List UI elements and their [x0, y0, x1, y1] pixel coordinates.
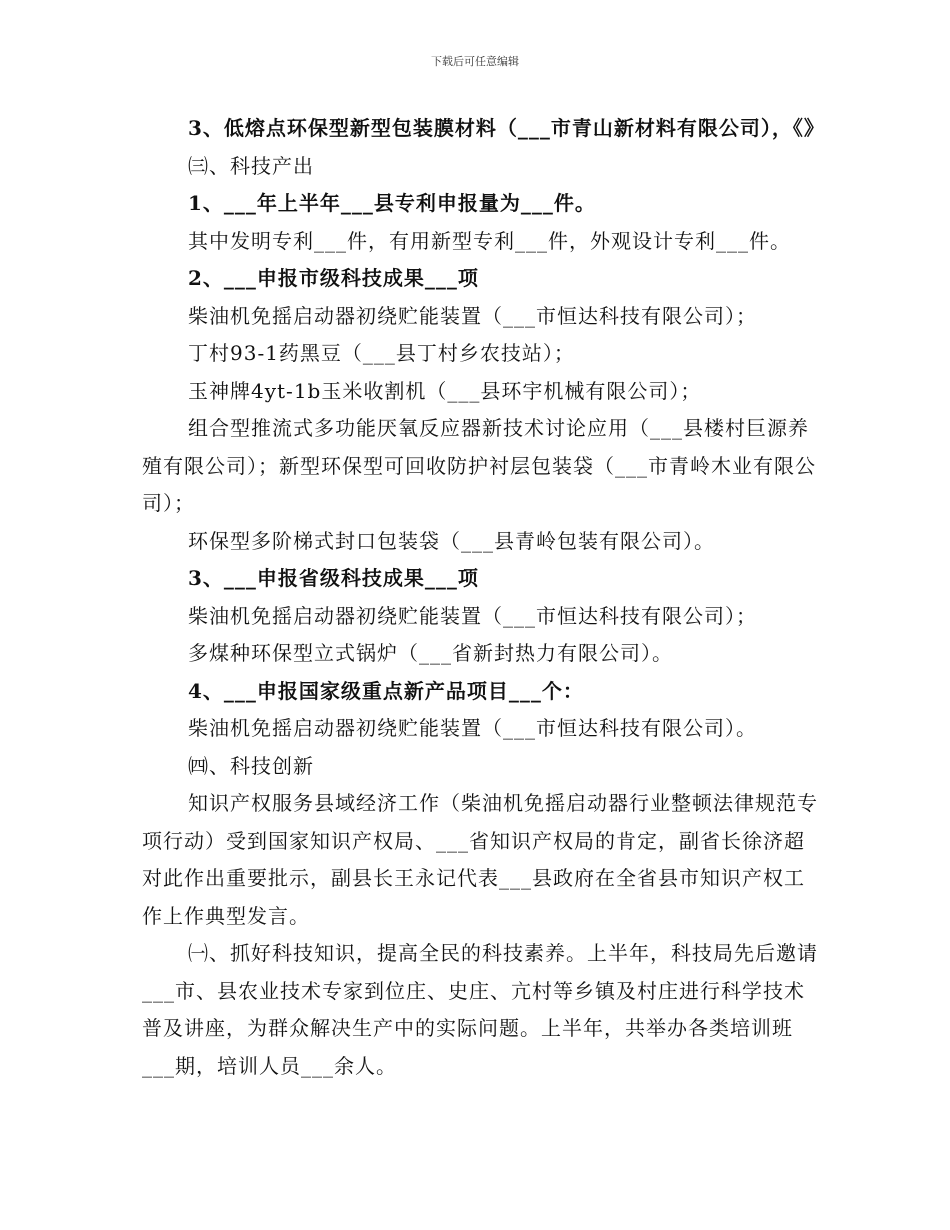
list-item: 组合型推流式多功能厌氧反应器新技术讨论应用（___县楼村巨源养殖有限公司）；新型环保型可回收防护衬层包装袋（___市青岭木业有限公司）； [142, 416, 816, 515]
paragraph-patent-count: 1、___年上半年___县专利申报量为___件。 [188, 191, 596, 215]
paragraph-item-3-material: 3、低熔点环保型新型包装膜材料（___市青山新材料有限公司），《》 [188, 116, 825, 140]
paragraph-city-level-results: 2、___申报市级科技成果___项 [188, 266, 479, 290]
paragraph-province-level-results: 3、___申报省级科技成果___项 [188, 566, 479, 590]
section-heading-tech-innovation: ㈣、科技创新 [188, 753, 314, 778]
paragraph-science-knowledge: ㈠、抓好科技知识，提高全民的科技素养。上半年，科技局先后邀请___市、县农业技术专家到位庄、史庄、亢村等乡镇及村庄进行科学技术普及讲座，为群众解决生产中的实际问题。上半年，共举办各类培训班___期，培训人员___余人。 [142, 941, 818, 1078]
list-item: 柴油机免摇启动器初绕贮能装置（___市恒达科技有限公司）； [188, 603, 757, 628]
section-heading-tech-output: ㈢、科技产出 [188, 153, 314, 178]
list-item: 丁村93-1药黑豆（___县丁村乡农技站）； [188, 341, 575, 365]
paragraph-national-level-products: 4、___申报国家级重点新产品项目___个： [188, 678, 584, 703]
page-header: 下载后可任意编辑 [431, 55, 519, 68]
list-item: 多煤种环保型立式锅炉（___省新封热力有限公司）。 [188, 641, 673, 665]
list-item: 环保型多阶梯式封口包装袋（___县青岭包装有限公司）。 [188, 528, 715, 553]
list-item: 玉神牌4yt-1b玉米收割机（___县环宇机械有限公司）； [188, 378, 702, 403]
paragraph-ip-service: 知识产权服务县域经济工作（柴油机免摇启动器行业整顿法律规范专项行动）受到国家知识产权局、___省知识产权局的肯定，副省长徐济超对此作出重要批示，副县长王永记代表___县政府在全省县市知识产权工作上作典型发言。 [142, 791, 818, 928]
list-item: 柴油机免摇启动器初绕贮能装置（___市恒达科技有限公司）。 [188, 716, 757, 740]
list-item: 柴油机免摇启动器初绕贮能装置（___市恒达科技有限公司）； [188, 303, 757, 328]
document-body [142, 110, 825, 1085]
paragraph-patent-breakdown: 其中发明专利___件，有用新型专利___件，外观设计专利___件。 [188, 228, 791, 253]
